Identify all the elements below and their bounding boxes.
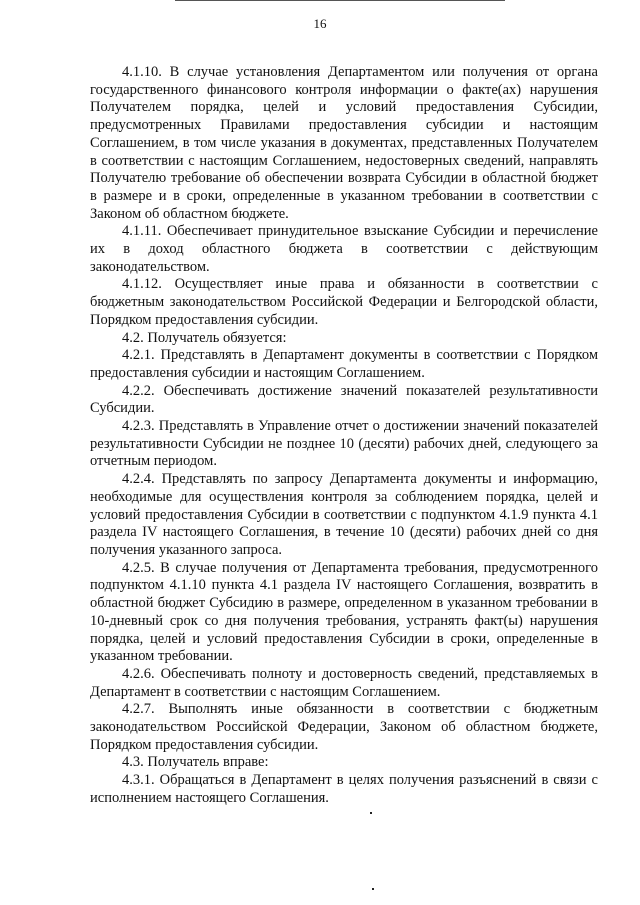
paragraph-4-3-1: 4.3.1. Обращаться в Департамент в целях получения разъяснений в связи с исполнением настоящего Соглашения. <box>90 772 598 806</box>
paragraph-4-1-10: 4.1.10. В случае установления Департаментом или получения от органа государственного финансового контроля информации о факте(ах) нарушения Получателем порядка, целей и условий предоставления Субсидии, предусмотренных Правилами предоставления субсидии и настоящим Соглашением, в том числе указания в документах, представленных Получателем в соответствии с настоящим Соглашением, недостоверных сведений, направлять Получателю требование об обеспечении возврата Субсидии в областной бюджет в размере и в сроки, определенные в указанном требовании в соответствии с Законом об областном бюджете. <box>90 64 598 222</box>
paragraph-4-3: 4.3. Получатель вправе: <box>122 754 269 771</box>
paragraph-4-1-12: 4.1.12. Осуществляет иные права и обязанности в соответствии с бюджетным законодательством Российской Федерации и Белгородской области, Порядком предоставления субсидии. <box>90 276 598 328</box>
scan-speck <box>372 888 374 890</box>
paragraph-4-2: 4.2. Получатель обязуется: <box>122 329 287 346</box>
paragraph-4-1-11: 4.1.11. Обеспечивает принудительное взыскание Субсидии и перечисление их в доход областного бюджета в соответствии с действующим законодательством. <box>90 223 598 275</box>
paragraph-4-2-2: 4.2.2. Обеспечивать достижение значений показателей результативности Субсидии. <box>90 382 598 417</box>
paragraph-4-2-5: 4.2.5. В случае получения от Департамента требования, предусмотренного подпунктом 4.1.10 пункта 4.1 раздела IV настоящего Соглашения, возвратить в областной бюджет Субсидию в размере, определенном в указанном требовании в 10-дневный срок со дня получения требования, устранять факт(ы) нарушения порядка, целей и условий предоставления Субсидии в сроки, определенные в указанном требовании. <box>90 559 598 665</box>
paragraph-4-2-7: 4.2.7. Выполнять иные обязанности в соответствии с бюджетным законодательством Российской Федерации, Законом об областном бюджете, Порядком предоставления субсидии. <box>90 701 598 753</box>
paragraph-4-2-4: 4.2.4. Представлять по запросу Департамента документы и информацию, необходимые для осуществления контроля за соблюдением порядка, целей и условий предоставления Субсидии в соответствии с подпунктом 4.1.9 пункта 4.1 раздела IV настоящего Соглашения, в течение 10 (десяти) рабочих дней со дня получения указанного запроса. <box>90 471 598 558</box>
paragraph-4-2-1: 4.2.1. Представлять в Департамент документы в соответствии с Порядком предоставления субсидии и настоящим Соглашением. <box>90 347 598 381</box>
paragraph-4-2-3: 4.2.3. Представлять в Управление отчет о достижении значений показателей результативности Субсидии не позднее 10 (десяти) рабочих дней, следующего за отчетным периодом. <box>90 418 598 470</box>
top-scan-edge <box>175 0 505 1</box>
paragraph-4-2-6: 4.2.6. Обеспечивать полноту и достоверность сведений, представляемых в Департамент в соответствии с настоящим Соглашением. <box>90 665 598 700</box>
scan-speck <box>370 812 372 814</box>
page-number: 16 <box>313 16 327 31</box>
document-body <box>90 64 598 808</box>
